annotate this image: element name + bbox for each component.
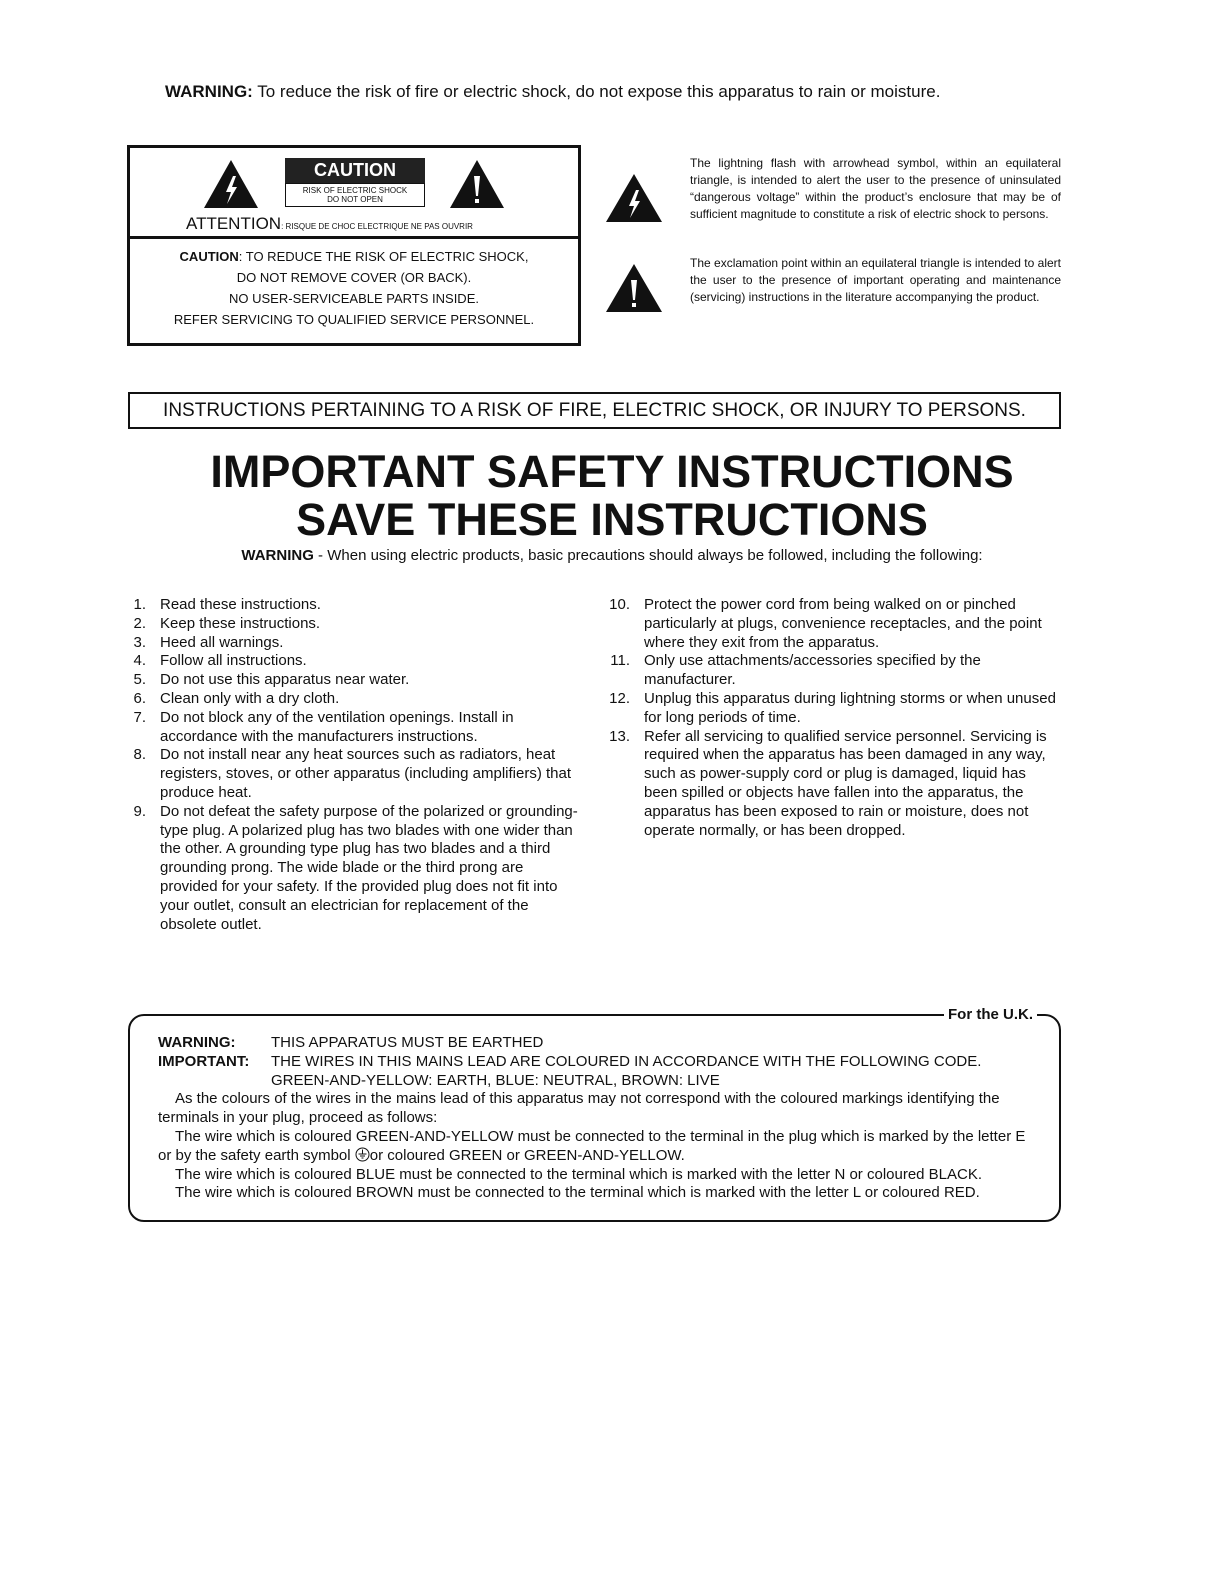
uk-paragraph-3: The wire which is coloured BLUE must be connected to the terminal which is marked with the letter N or coloured BLACK. bbox=[175, 1165, 983, 1183]
list-item bbox=[116, 690, 582, 709]
caution-label bbox=[285, 158, 425, 207]
attention-label: ATTENTION bbox=[186, 214, 282, 233]
list-item bbox=[116, 709, 582, 747]
list-item bbox=[116, 803, 582, 935]
lightning-symbol-icon bbox=[604, 172, 664, 224]
list-item bbox=[600, 728, 1062, 841]
uk-paragraph-2b: or coloured GREEN or GREEN-AND-YELLOW. bbox=[369, 1146, 685, 1164]
sub-warning bbox=[0, 547, 1224, 564]
list-item-number: 3. bbox=[133, 633, 146, 651]
uk-paragraph-2a: The wire which is coloured GREEN-AND-YELLOW must be connected to the terminal in the plug which is marked by the letter E or by the safety earth symbol bbox=[158, 1127, 1026, 1164]
list-item bbox=[600, 690, 1062, 728]
caution-body-line2: DO NOT REMOVE COVER (OR BACK). bbox=[236, 270, 472, 285]
list-item bbox=[116, 596, 582, 615]
list-item-number: 12. bbox=[609, 689, 630, 707]
list-item-text: Read these instructions. bbox=[160, 596, 321, 613]
list-item-number: 10. bbox=[609, 596, 630, 613]
sub-warning-text: - When using electric products, basic precautions should always be followed, including the following: bbox=[313, 547, 983, 564]
list-item-text: Do not block any of the ventilation openings. Install in accordance with the manufacturers instructions. bbox=[160, 708, 514, 745]
uk-important-key: IMPORTANT: bbox=[158, 1052, 250, 1070]
list-item bbox=[600, 652, 1062, 690]
caution-body bbox=[130, 246, 578, 330]
uk-important-row bbox=[158, 1053, 1038, 1072]
list-item bbox=[116, 671, 582, 690]
list-item-number: 7. bbox=[133, 708, 146, 726]
caution-body-line1: : TO REDUCE THE RISK OF ELECTRIC SHOCK, bbox=[238, 249, 529, 264]
list-item-text: Protect the power cord from being walked on or pinched particularly at plugs, convenience receptacles, and the point where they exit from the apparatus. bbox=[644, 596, 1042, 651]
exclamation-warning-icon bbox=[448, 158, 506, 210]
uk-paragraph-1: As the colours of the wires in the mains lead of this apparatus may not correspond with the coloured markings identifying the terminals in your plug, proceed as follows: bbox=[158, 1090, 1000, 1127]
uk-paragraph-2 bbox=[158, 1128, 1038, 1166]
list-item bbox=[116, 652, 582, 671]
list-item-text: Unplug this apparatus during lightning storms or when unused for long periods of time. bbox=[644, 689, 1056, 726]
list-item-number: 8. bbox=[133, 746, 146, 764]
caution-box-header bbox=[130, 148, 578, 239]
list-item-text: Only use attachments/accessories specified by the manufacturer. bbox=[644, 652, 981, 689]
caution-body-line3: NO USER-SERVICEABLE PARTS INSIDE. bbox=[229, 291, 479, 306]
list-item bbox=[116, 746, 582, 802]
list-item-text: Do not use this apparatus near water. bbox=[160, 671, 410, 689]
lightning-warning-icon bbox=[202, 158, 260, 210]
top-warning-label: WARNING: bbox=[165, 82, 253, 101]
caution-body-label: CAUTION bbox=[179, 249, 239, 264]
list-item-number: 11. bbox=[610, 652, 630, 670]
list-item-number: 2. bbox=[133, 614, 146, 632]
attention-line bbox=[186, 214, 473, 234]
list-item-number: 1. bbox=[133, 596, 146, 613]
uk-notice-box bbox=[128, 1006, 1061, 1222]
top-warning bbox=[165, 82, 940, 102]
instructions-banner: INSTRUCTIONS PERTAINING TO A RISK OF FIRE, ELECTRIC SHOCK, OR INJURY TO PERSONS. bbox=[128, 392, 1061, 429]
caution-subtext bbox=[285, 183, 425, 207]
lightning-symbol-text: The lightning flash with arrowhead symbol, within an equilateral triangle, is intended to alert the user to the presence of uninsulated “dangerous voltage” within the product’s enclosure that may be of sufficient magnitude to constitute a risk of electric shock to persons. bbox=[690, 156, 1061, 221]
caution-box bbox=[127, 145, 581, 346]
list-item-text: Do not install near any heat sources such as radiators, heat registers, stoves, or other apparatus (including amplifiers) that produce heat. bbox=[160, 746, 572, 801]
list-item bbox=[116, 634, 582, 653]
list-item-text: Heed all warnings. bbox=[160, 633, 284, 651]
list-item-number: 9. bbox=[133, 802, 146, 820]
save-title: SAVE THESE INSTRUCTIONS bbox=[296, 494, 928, 545]
uk-label: For the U.K. bbox=[944, 1006, 1037, 1024]
list-item-text: Clean only with a dry cloth. bbox=[160, 689, 340, 707]
list-item-number: 4. bbox=[133, 652, 146, 670]
uk-color-code: GREEN-AND-YELLOW: EARTH, BLUE: NEUTRAL, BROWN: LIVE bbox=[271, 1071, 720, 1089]
top-warning-text: To reduce the risk of fire or electric shock, do not expose this apparatus to rain or moisture. bbox=[257, 82, 941, 101]
caution-sub-line2: DO NOT OPEN bbox=[327, 195, 383, 204]
instructions-list-left bbox=[116, 596, 582, 934]
uk-warning-value: THIS APPARATUS MUST BE EARTHED bbox=[271, 1034, 544, 1051]
list-item-text: Refer all servicing to qualified service personnel. Servicing is required when the apparatus has been damaged in any way, such as power-supply cord or plug is damaged, liquid has been spilled or objects have fallen into the apparatus, the apparatus has been exposed to rain or moisture, does not operate normally, or has been dropped. bbox=[644, 727, 1047, 839]
caution-body-line4: REFER SERVICING TO QUALIFIED SERVICE PERSONNEL. bbox=[173, 312, 535, 327]
caution-title: CAUTION bbox=[285, 158, 425, 183]
instructions-list-right bbox=[600, 596, 1062, 840]
uk-warning-row bbox=[158, 1034, 1038, 1053]
list-item-number: 5. bbox=[133, 671, 146, 689]
uk-paragraph-4: The wire which is coloured BROWN must be connected to the terminal which is marked with the letter L or coloured RED. bbox=[175, 1184, 980, 1202]
uk-warning-key: WARNING: bbox=[158, 1034, 236, 1051]
exclamation-symbol-icon bbox=[604, 262, 664, 314]
sub-warning-label: WARNING bbox=[241, 547, 314, 564]
exclamation-symbol-text: The exclamation point within an equilateral triangle is intended to alert the user to the presence of important operating and maintenance (servicing) instructions in the literature accompanying the product. bbox=[690, 256, 1061, 304]
attention-french: : RISQUE DE CHOC ELECTRIQUE NE PAS OUVRIR bbox=[281, 222, 473, 231]
list-item-text: Do not defeat the safety purpose of the polarized or grounding-type plug. A polarized plug has two blades with one wider than the other. A grounding type plug has two blades and a third grounding prong. The wide blade or the third prong are provided for your safety. If the provided plug does not fit into your outlet, consult an electrician for replacement of the obsolete outlet. bbox=[160, 802, 578, 933]
earth-symbol-icon bbox=[355, 1147, 370, 1162]
list-item-text: Keep these instructions. bbox=[160, 614, 321, 632]
uk-content bbox=[158, 1034, 1038, 1203]
list-item bbox=[600, 596, 1062, 652]
uk-important-value: THE WIRES IN THIS MAINS LEAD ARE COLOURED IN ACCORDANCE WITH THE FOLLOWING CODE. bbox=[271, 1052, 982, 1070]
caution-sub-line1: RISK OF ELECTRIC SHOCK bbox=[302, 186, 408, 195]
list-item-number: 6. bbox=[133, 689, 146, 707]
list-item bbox=[116, 615, 582, 634]
list-item-number: 13. bbox=[609, 727, 630, 745]
safety-title: IMPORTANT SAFETY INSTRUCTIONS bbox=[210, 446, 1014, 497]
list-item-text: Follow all instructions. bbox=[160, 652, 307, 670]
